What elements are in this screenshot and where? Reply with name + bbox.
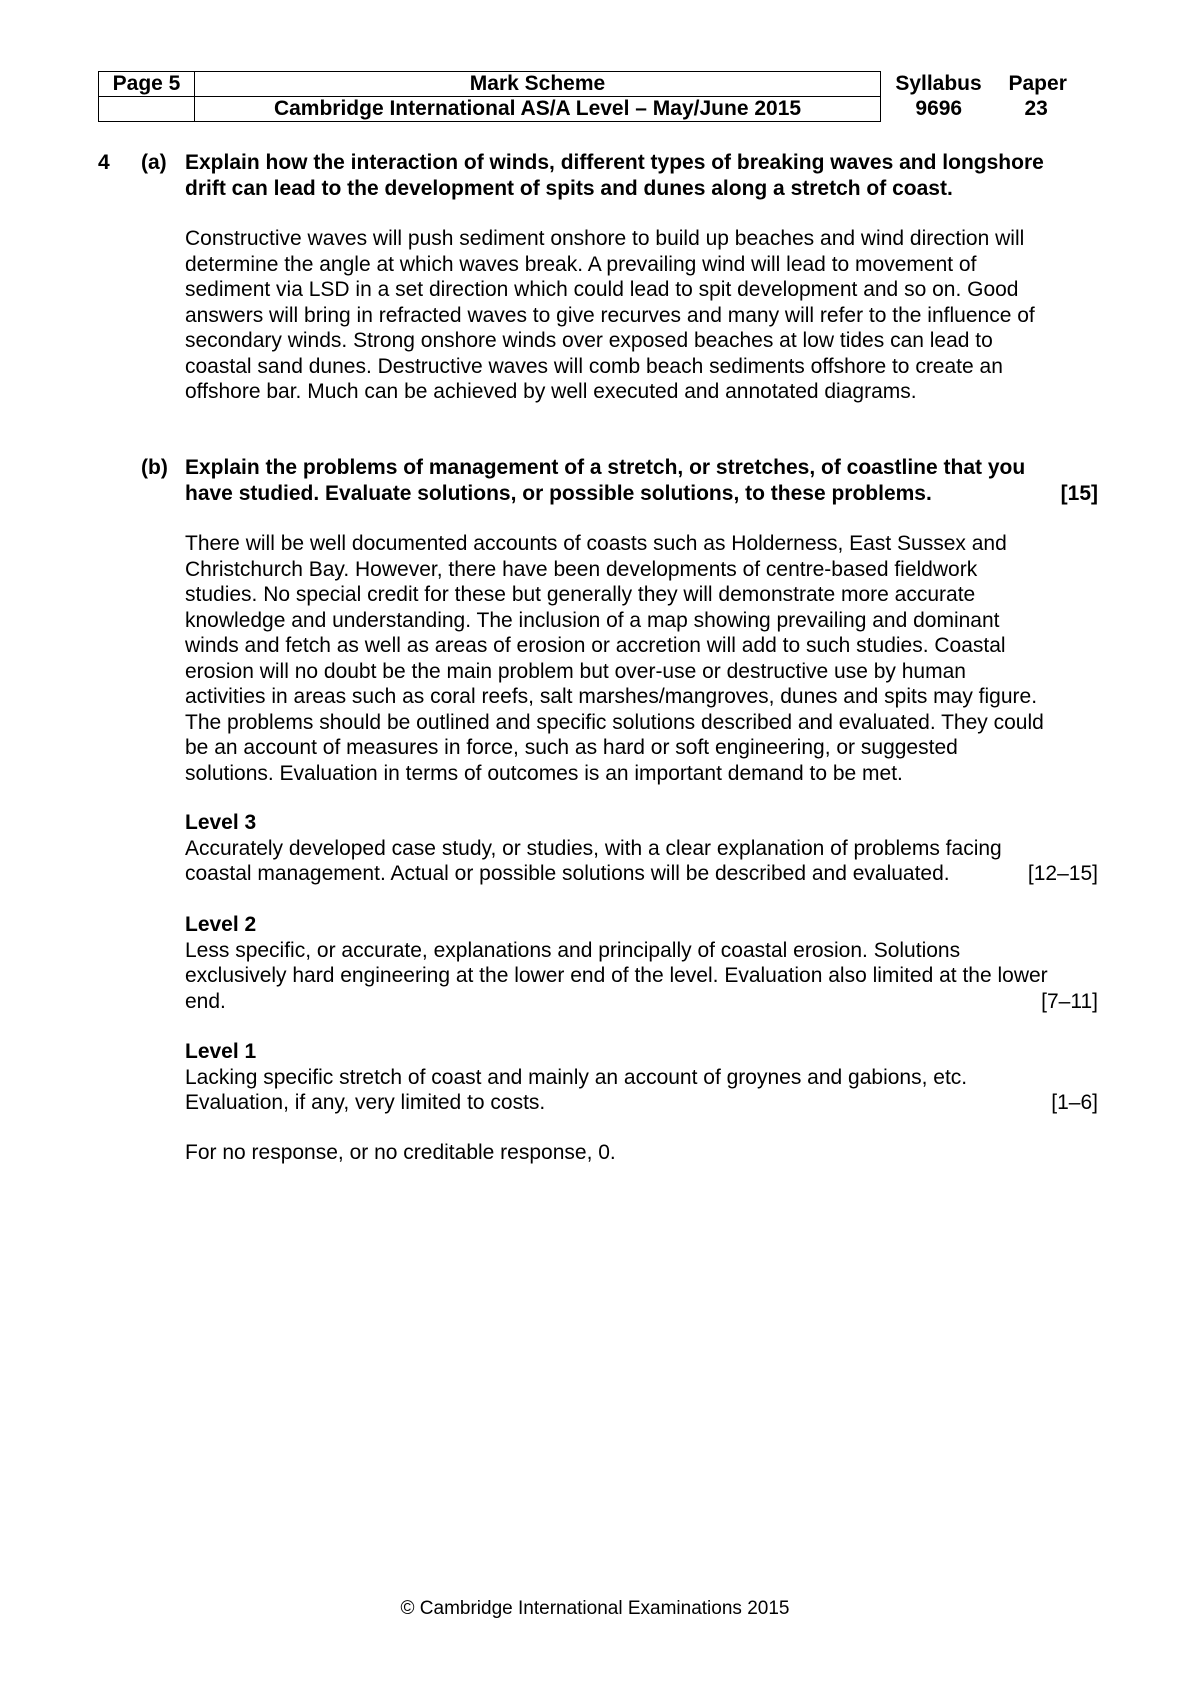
syllabus-value: 9696 (915, 97, 963, 120)
prompt-line-with-marks (185, 481, 1098, 507)
part-b-answer (185, 531, 1098, 786)
answer-line: Christchurch Bay. However, there have been developments of centre-based fieldwork (185, 557, 978, 581)
page-number-blank (99, 97, 195, 122)
paper-value: 23 (1024, 97, 1048, 120)
level-1-block (185, 1039, 1098, 1116)
level-3-block (185, 810, 1098, 887)
header-title: Mark Scheme (195, 72, 881, 97)
prompt-line: Explain how the interaction of winds, different types of breaking waves and longshore (185, 151, 1044, 174)
answer-line: sediment via LSD in a set direction which could lead to spit development and so on. Good (185, 278, 1019, 301)
part-b-label: (b) (141, 456, 168, 479)
answer-line: coastal sand dunes. Destructive waves will comb beach sediments offshore to create an (185, 354, 1003, 378)
page-number: Page 5 (99, 72, 195, 97)
syllabus-label: Syllabus (895, 72, 982, 95)
level-line: Accurately developed case study, or studies, with a clear explanation of problems facing (185, 836, 1002, 860)
no-response-note: For no response, or no creditable response, 0. (185, 1141, 616, 1164)
prompt-line: Explain the problems of management of a stretch, or stretches, of coastline that you (185, 456, 1026, 479)
copyright-footer: © Cambridge International Examinations 2015 (400, 1598, 790, 1619)
header-subtitle: Cambridge International AS/A Level – May/June 2015 (195, 97, 881, 122)
answer-line: secondary winds. Strong onshore winds over exposed beaches at low tides can lead to (185, 329, 993, 352)
answer-line: winds and fetch as well as areas of erosion or accretion will add to such studies. Coastal (185, 634, 1006, 657)
part-a-answer (185, 226, 1098, 405)
level-title: Level 2 (185, 913, 257, 936)
answer-line: answers will bring in refracted waves to give recurves and many will refer to the influence of (185, 303, 1035, 327)
answer-line: determine the angle at which waves break. A prevailing wind will lead to movement of (185, 252, 977, 276)
level-line-with-marks (185, 1090, 1098, 1116)
part-a-label: (a) (141, 151, 167, 174)
part-a-prompt (185, 150, 1098, 201)
level-line: coastal management. Actual or possible solutions will be described and evaluated. (185, 862, 950, 885)
level-line: end. (185, 989, 226, 1013)
level-marks: [7–11] (1041, 989, 1098, 1013)
level-line-with-marks (185, 861, 1098, 887)
answer-line: offshore bar. Much can be achieved by well executed and annotated diagrams. (185, 380, 917, 403)
level-title: Level 1 (185, 1040, 257, 1063)
prompt-line: have studied. Evaluate solutions, or possible solutions, to these problems. (185, 481, 932, 505)
answer-line: be an account of measures in force, such as hard or soft engineering, or suggested (185, 736, 958, 759)
header-table (98, 71, 1127, 122)
answer-line: There will be well documented accounts of coasts such as Holderness, East Sussex and (185, 532, 1007, 555)
marks: [15] (1060, 481, 1098, 505)
paper-label: Paper (1008, 72, 1067, 95)
level-line: Lacking specific stretch of coast and mainly an account of groynes and gabions, etc. (185, 1065, 968, 1089)
prompt-line: drift can lead to the development of spits and dunes along a stretch of coast. (185, 176, 953, 200)
answer-line: erosion will no doubt be the main problem but over-use or destructive use by human (185, 659, 966, 683)
part-b-prompt (185, 455, 1098, 506)
level-title: Level 3 (185, 811, 257, 834)
level-2-block (185, 912, 1098, 1014)
answer-line: studies. No special credit for these but generally they will demonstrate more accurate (185, 583, 976, 606)
answer-line: knowledge and understanding. The inclusion of a map showing prevailing and dominant (185, 608, 1000, 632)
level-line: Evaluation, if any, very limited to costs. (185, 1091, 546, 1114)
level-line: exclusively hard engineering at the lower end of the level. Evaluation also limited at the lower (185, 964, 1048, 987)
level-marks: [1–6] (1051, 1091, 1098, 1114)
answer-line: solutions. Evaluation in terms of outcomes is an important demand to be met. (185, 761, 903, 785)
level-line-with-marks (185, 989, 1098, 1015)
answer-line: Constructive waves will push sediment onshore to build up beaches and wind direction will (185, 227, 1025, 250)
answer-line: The problems should be outlined and specific solutions described and evaluated. They could (185, 710, 1044, 734)
level-line: Less specific, or accurate, explanations and principally of coastal erosion. Solutions (185, 938, 961, 962)
question-number: 4 (98, 151, 110, 174)
answer-line: activities in areas such as coral reefs, salt marshes/mangroves, dunes and spits may figure. (185, 685, 1038, 708)
level-marks: [12–15] (1027, 862, 1098, 885)
